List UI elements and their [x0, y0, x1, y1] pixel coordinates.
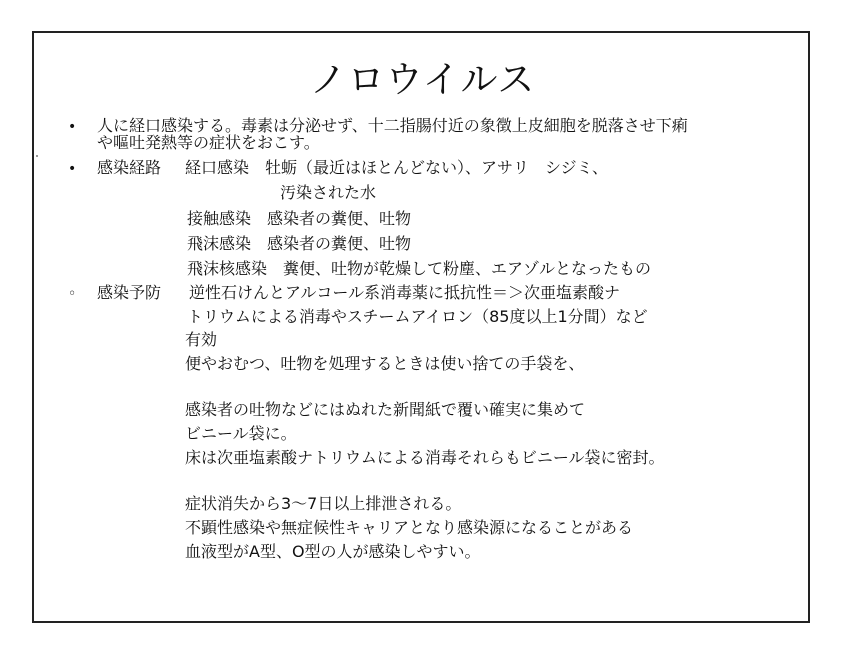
prevention-item: 症状消失から3～7日以上排泄される。 [185, 494, 462, 513]
intro-line-1: 人に経口感染する。毒素は分泌せず、十二指腸付近の象徴上皮細胞を脱落させ下痢 [97, 116, 688, 135]
prevention-item: 便やおむつ、吐物を処理するときは使い捨ての手袋を、 [185, 354, 585, 373]
prevention-item: 不顕性感染や無症候性キャリアとなり感染源になることがある [185, 518, 634, 537]
slide-title: ノロウイルス [309, 58, 536, 101]
route-item: 飛沫核感染 糞便、吐物が乾燥して粉塵、エアゾルとなったもの [187, 259, 652, 278]
scan-speck [36, 155, 38, 157]
route-item: 汚染された水 [280, 183, 377, 202]
bullet-marker: • [68, 161, 77, 177]
route-item: 飛沫感染 感染者の糞便、吐物 [187, 234, 412, 253]
bullet-marker: ◦ [68, 286, 77, 302]
prevention-item: 逆性石けんとアルコール系消毒薬に抵抗性＝＞次亜塩素酸ナ [189, 283, 621, 302]
prevention-item: 感染者の吐物などにはぬれた新聞紙で覆い確実に集めて [185, 400, 586, 419]
prevention-item: 床は次亜塩素酸ナトリウムによる消毒それらもビニール袋に密封。 [185, 448, 665, 467]
prevention-item: 有効 [185, 330, 218, 349]
prevention-item: トリウムによる消毒やスチームアイロン（85度以上1分間）など [187, 307, 648, 326]
intro-line-2: や嘔吐発熱等の症状をおこす。 [97, 133, 320, 152]
route-item: 接触感染 感染者の糞便、吐物 [187, 209, 412, 228]
prevention-heading: 感染予防 [97, 283, 162, 302]
bullet-marker: • [68, 119, 77, 135]
route-item: 経口感染 牡蛎（最近はほとんどない）、アサリ シジミ、 [185, 158, 608, 177]
prevention-item: 血液型がA型、O型の人が感染しやすい。 [185, 542, 481, 561]
route-heading: 感染経路 [97, 158, 162, 177]
prevention-item: ビニール袋に。 [185, 424, 297, 443]
